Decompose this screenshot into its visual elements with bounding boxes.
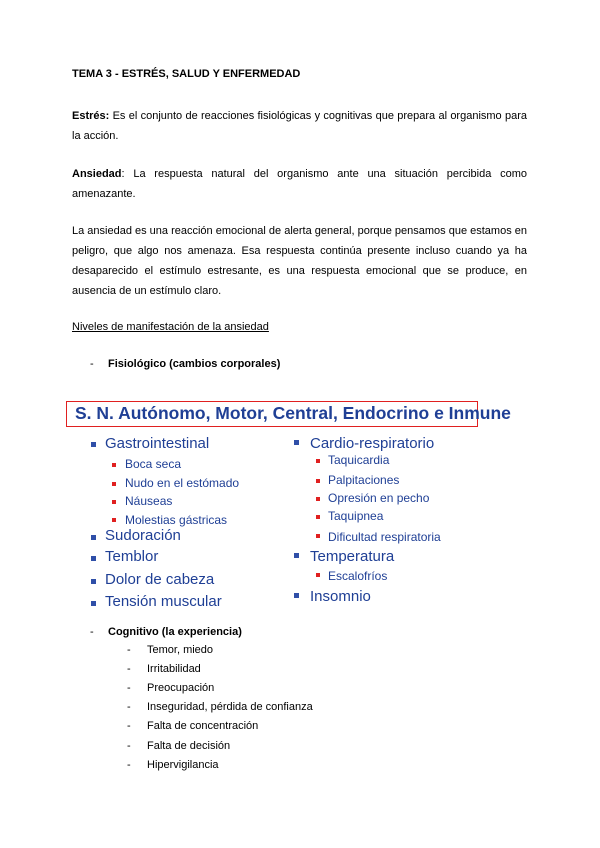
dash-marker: - — [127, 663, 131, 675]
cognitive-text: Irritabilidad — [147, 663, 201, 675]
cognitive-text: Preocupación — [147, 682, 215, 694]
anxiety-paragraph: La ansiedad es una reacción emocional de alerta general, porque pensamos que estamos en peligro, que algo nos amenaza. Esa respuesta continúa presente incluso cuando ya ha desaparecido el estímulo estresante, es una respuesta emocional que se produce, en ausencia de un estímulo claro. — [72, 225, 527, 297]
symptom-item: Temblor — [105, 548, 159, 565]
cognitive-text: Falta de concentración — [147, 720, 259, 732]
cardio-item: Opresión en pecho — [328, 491, 430, 505]
gi-item: Nudo en el estómado — [125, 476, 240, 490]
stress-text: Es el conjunto de reacciones fisiológicas y cognitivas que prepara al organismo para la acción. — [72, 110, 527, 142]
anxiety-definition — [72, 164, 527, 204]
gastrointestinal-label: Gastrointestinal — [105, 435, 210, 452]
dash-marker: - — [90, 626, 94, 638]
bullet-icon — [294, 440, 299, 445]
bullet-icon — [316, 534, 320, 538]
bullet-icon — [112, 463, 116, 467]
cognitive-text: Inseguridad, pérdida de confianza — [147, 701, 313, 713]
cognitive-text: Temor, miedo — [147, 644, 214, 656]
bullet-icon — [294, 553, 299, 558]
bullet-icon — [91, 442, 96, 447]
bullet-icon — [112, 500, 116, 504]
gi-item: Náuseas — [125, 494, 173, 508]
gi-item: Boca seca — [125, 457, 182, 471]
dash-marker: - — [127, 720, 131, 732]
bullet-icon — [316, 573, 320, 577]
bullet-icon — [91, 601, 96, 606]
page-title: TEMA 3 - ESTRÉS, SALUD Y ENFERMEDAD — [72, 68, 301, 80]
dash-marker: - — [127, 759, 131, 771]
physiological-label: Fisiológico (cambios corporales) — [108, 358, 281, 370]
bullet-icon — [91, 556, 96, 561]
cardio-item: Palpitaciones — [328, 473, 400, 487]
dash-marker: - — [90, 358, 94, 370]
cardio-item: Taquicardia — [328, 453, 390, 467]
cardio-item: Taquipnea — [328, 509, 384, 523]
symptom-item: Dolor de cabeza — [105, 571, 215, 588]
bullet-icon — [91, 535, 96, 540]
stress-term: Estrés: — [72, 110, 110, 122]
bullet-icon — [91, 579, 96, 584]
bullet-icon — [112, 482, 116, 486]
symptom-item: Tensión muscular — [105, 593, 222, 610]
bullet-icon — [316, 459, 320, 463]
dash-marker: - — [127, 701, 131, 713]
dash-marker: - — [127, 644, 131, 656]
bullet-icon — [294, 593, 299, 598]
anxiety-term: Ansiedad — [72, 168, 122, 180]
cognitive-text: Hipervigilancia — [147, 759, 219, 771]
cardio-item: Dificultad respiratoria — [328, 530, 441, 544]
temperature-item: Escalofríos — [328, 569, 388, 583]
levels-heading: Niveles de manifestación de la ansiedad — [72, 321, 269, 333]
physiological-box-title: S. N. Autónomo, Motor, Central, Endocrino e Inmune — [66, 401, 478, 427]
temperature-label: Temperatura — [310, 548, 395, 565]
cognitive-text: Falta de decisión — [147, 740, 231, 752]
gi-item: Molestias gástricas — [125, 513, 228, 527]
cognitive-label: Cognitivo (la experiencia) — [108, 626, 242, 638]
insomnio-label: Insomnio — [310, 588, 371, 605]
cardio-label: Cardio-respiratorio — [310, 435, 435, 452]
bullet-icon — [316, 497, 320, 501]
anxiety-text: : La respuesta natural del organismo ante una situación percibida como amenazante. — [72, 168, 527, 200]
dash-marker: - — [127, 682, 131, 694]
dash-marker: - — [127, 740, 131, 752]
stress-definition — [72, 106, 527, 146]
bullet-icon — [316, 515, 320, 519]
symptom-item: Sudoración — [105, 527, 181, 544]
bullet-icon — [112, 518, 116, 522]
bullet-icon — [316, 479, 320, 483]
